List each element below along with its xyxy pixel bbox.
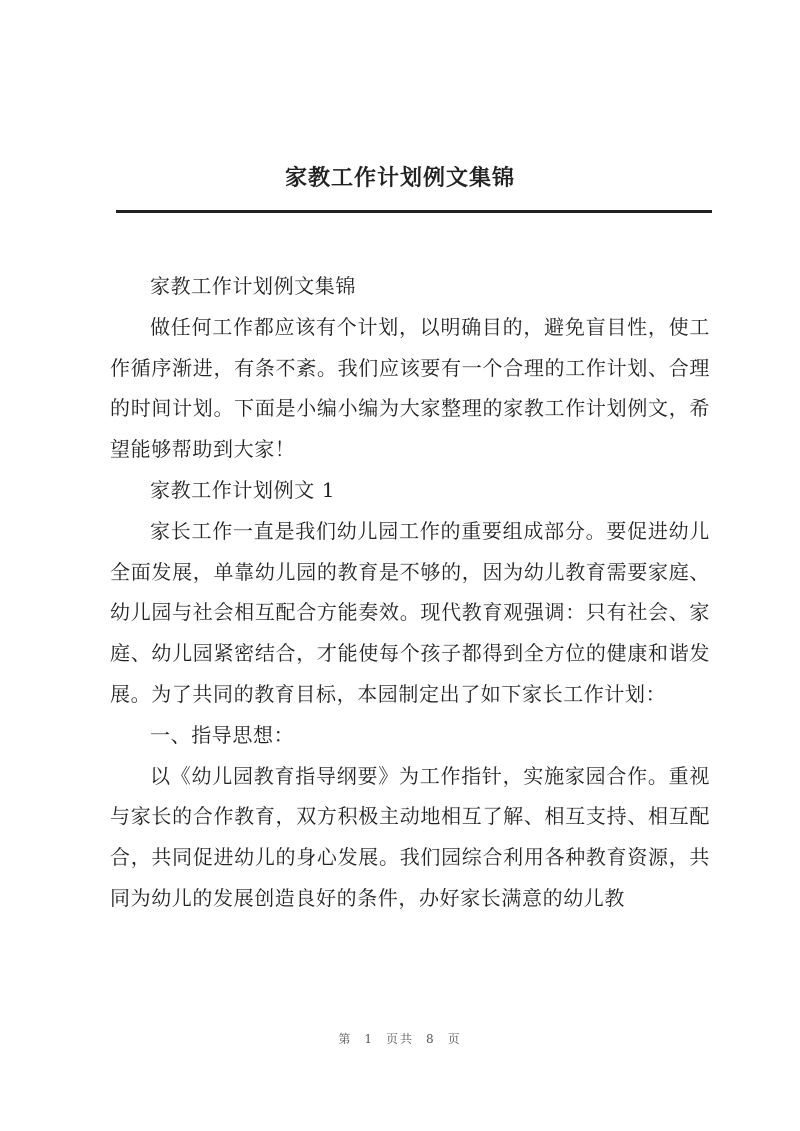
- page-footer: [0, 1030, 800, 1047]
- footer-prefix: 第: [338, 1032, 353, 1046]
- title-divider: [116, 210, 712, 213]
- footer-page-number: 1: [364, 1032, 374, 1046]
- footer-middle: 页共: [385, 1032, 414, 1046]
- paragraph: 以《幼儿园教育指导纲要》为工作指针，实施家园合作。重视与家长的合作教育，双方积极主动地相互了解、相互支持、相互配合，共同促进幼儿的身心发展。我们园综合利用各种教育资源，共同为幼儿的发展创造良好的条件，办好家长满意的幼儿教: [110, 763, 710, 910]
- paragraph: 一、指导思想：: [150, 722, 295, 747]
- document-body: [110, 266, 710, 919]
- paragraph: 家长工作一直是我们幼儿园工作的重要组成部分。要促进幼儿全面发展，单靠幼儿园的教育是不够的，因为幼儿教育需要家庭、幼儿园与社会相互配合方能奏效。现代教育观强调：只有社会、家庭、幼儿园紧密结合，才能使每个孩子都得到全方位的健康和谐发展。为了共同的教育目标，本园制定出了如下家长工作计划：: [110, 518, 710, 706]
- document-title: 家教工作计划例文集锦: [284, 165, 515, 191]
- paragraph: 家教工作计划例文集锦: [150, 274, 356, 298]
- footer-suffix: 页: [447, 1032, 462, 1046]
- paragraph: 做任何工作都应该有个计划，以明确目的，避免盲目性，使工作循序渐进，有条不紊。我们应该要有一个合理的工作计划、合理的时间计划。下面是小编小编为大家整理的家教工作计划例文，希望能够帮助到大家！: [110, 314, 710, 462]
- paragraph: 家教工作计划例文 1: [150, 477, 336, 502]
- footer-total-pages: 8: [426, 1032, 436, 1046]
